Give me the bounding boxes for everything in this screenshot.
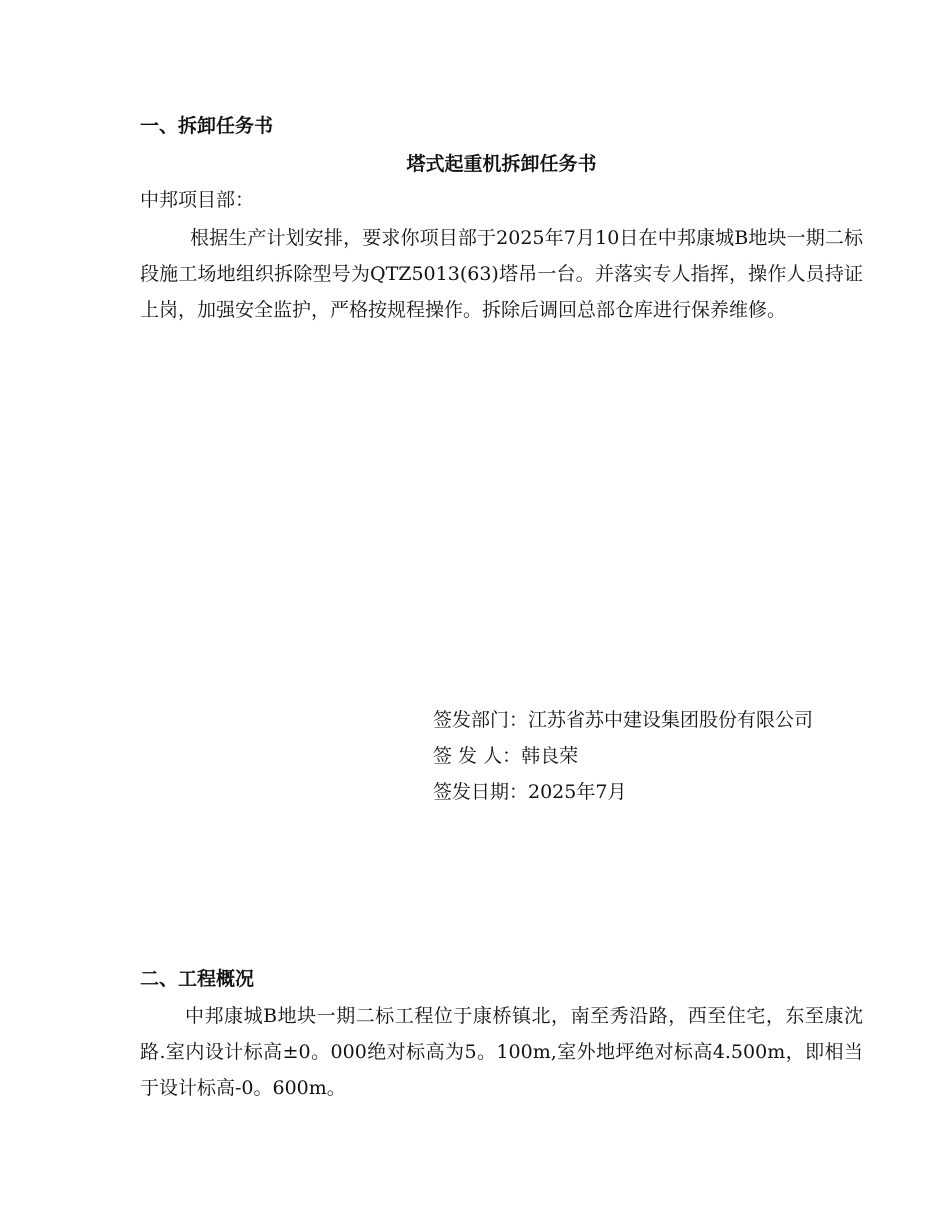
- document-title: 塔式起重机拆卸任务书: [406, 153, 597, 175]
- salutation: 中邦项目部：: [140, 189, 255, 211]
- issuer: 签 发 人：韩良荣: [433, 745, 579, 767]
- task-body-paragraph: 根据生产计划安排，要求你项目部于2025年7月10日在中邦康城B地块一期二标段施工场地组织拆除型号为QTZ5013(63)塔吊一台。并落实专人指挥，操作人员持证上岗，加强安全监护，严格按规程操作。拆除后调回总部仓库进行保养维修。: [140, 227, 863, 321]
- signature-block: [433, 702, 863, 810]
- section-heading-project-overview: 二、工程概况: [140, 968, 255, 990]
- issue-date: 签发日期：2025年7月: [433, 781, 627, 803]
- section-heading-task-book: 一、拆卸任务书: [140, 115, 274, 137]
- issuing-department: 签发部门：江苏省苏中建设集团股份有限公司: [433, 709, 814, 731]
- project-overview-paragraph: 中邦康城B地块一期二标工程位于康桥镇北，南至秀沿路，西至住宅，东至康沈路.室内设计标高±0。000绝对标高为5。100m,室外地坪绝对标高4.500m，即相当于设计标高-0。600m。: [140, 1005, 863, 1099]
